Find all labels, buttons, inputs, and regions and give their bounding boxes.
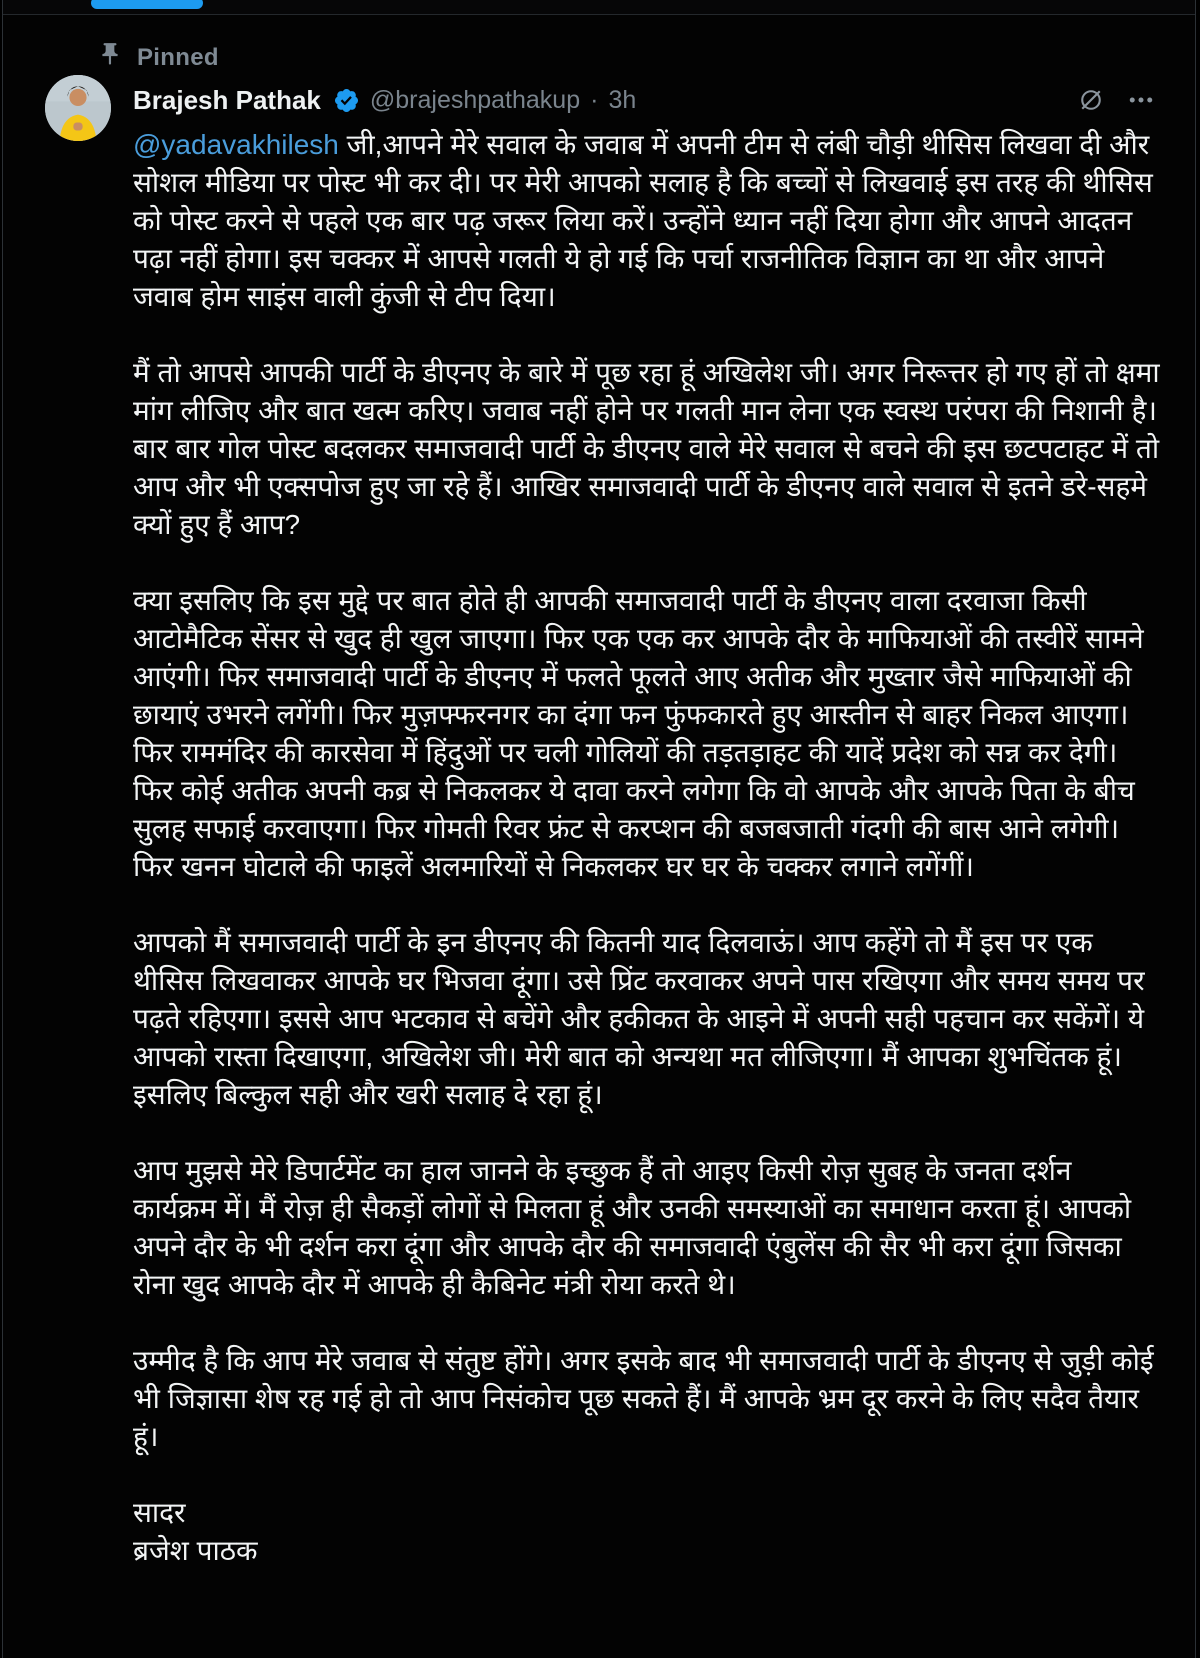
tweet-paragraph: उम्मीद है कि आप मेरे जवाब से संतुष्ट होंगे। अगर इसके बाद भी समाजवादी पार्टी के डीएनए से जुड़ी कोई भी जिज्ञासा शेष रह गई हो तो आप निसंकोच पूछ सकते हैं। मैं आपके भ्रम दूर करने के लिए सदैव तैयार हूं।	[133, 1345, 1154, 1452]
tweet-paragraph: आप मुझसे मेरे डिपार्टमेंट का हाल जानने के इच्छुक हैं तो आइए किसी रोज़ सुबह के जनता दर्शन कार्यक्रम में। मैं रोज़ ही सैकड़ों लोगों से मिलता हूं और उनकी समस्याओं का समाधान करता हूं। आपको अपने दौर के भी दर्शन करा दूंगा और आपके दौर की समाजवादी एंबुलेंस की सैर भी करा दूंगा जिसका रोना खुद आपके दौर में आपके ही कैबिनेट मंत्री रोया करते थे।	[133, 1155, 1132, 1300]
more-options-icon[interactable]	[1121, 80, 1161, 120]
tweet-paragraph: क्या इसलिए कि इस मुद्दे पर बात होते ही आपकी समाजवादी पार्टी के डीएनए वाला दरवाजा किसी आटोमैटिक सेंसर से खुद ही खुल जाएगा। फिर एक एक कर आपके दौर के माफियाओं की तस्वीरें सामने आएंगी। फिर समाजवादी पार्टी के डीएनए में फलते फूलते आए अतीक और मुख्तार जैसे माफियाओं की छायाएं उभरने लगेंगी। फिर मुज़फ्फरनगर का दंगा फन फुंफकारते हुए आस्तीन से बाहर निकल आएगा। फिर राममंदिर की कारसेवा में हिंदुओं पर चली गोलियों की तड़तड़ाहट की यादें प्रदेश को सन्न कर देगी। फिर कोई अतीक अपनी कब्र से निकलकर ये दावा करने लगेगा कि वो आपके और आपके पिता के बीच सुलह सफाई करवाएगा। फिर गोमती रिवर फ्रंट से करप्शन की बजबजाती गंदगी की बास आने लगेगी। फिर खनन घोटाले की फाइलें अलमारियों से निकलकर घर घर के चक्कर लगाने लगेंगीं।	[133, 585, 1144, 882]
top-divider	[3, 0, 1195, 15]
mention-link[interactable]: @yadavakhilesh	[133, 129, 339, 160]
user-handle[interactable]: @brajeshpathakup	[369, 85, 581, 114]
tweet-body	[133, 126, 1161, 1570]
tweet-header	[133, 80, 1161, 120]
signature-line: सादर	[133, 1497, 186, 1528]
verified-badge-icon	[333, 87, 360, 114]
display-name[interactable]: Brajesh Pathak	[133, 84, 321, 115]
pin-icon	[97, 41, 123, 74]
timestamp[interactable]: 3h	[608, 85, 637, 114]
tweet-paragraph	[133, 126, 1161, 316]
tweet-paragraph: मैं तो आपसे आपकी पार्टी के डीएनए के बारे में पूछ रहा हूं अखिलेश जी। अगर निरूत्तर हो गए हों तो क्षमा मांग लीजिए और बात खत्म करिए। जवाब नहीं होने पर गलती मान लेना एक स्वस्थ परंपरा की निशानी है। बार बार गोल पोस्ट बदलकर समाजवादी पार्टी के डीएनए वाले मेरे सवाल से बचने की इस छटपटाहट में तो आप और भी एक्सपोज हुए जा रहे हैं। आखिर समाजवादी पार्टी के डीएनए वाले सवाल से इतने डरे-सहमे क्यों हुए हैं आप?	[133, 357, 1160, 540]
avatar[interactable]	[45, 75, 111, 141]
active-tab-indicator	[91, 0, 203, 9]
tweet-text: जी,आपने मेरे सवाल के जवाब में अपनी टीम से लंबी चौड़ी थीसिस लिखवा दी और सोशल मीडिया पर पोस्ट भी कर दी। पर मेरी आपको सलाह है कि बच्चों से लिखवाई इस तरह की थीसिस को पोस्ट करने से पहले एक बार पढ़ जरूर लिया करें। उन्होंने ध्यान नहीं दिया होगा और आपने आदतन पढ़ा नहीं होगा। इस चक्कर में आपसे गलती ये हो गई कि पर्चा राजनीतिक विज्ञान का था और आपने जवाब होम साइंस वाली कुंजी से टीप दिया।	[133, 129, 1153, 312]
grok-analytics-icon[interactable]	[1071, 80, 1111, 120]
avatar-image	[45, 75, 111, 141]
timeline-column	[2, 0, 1196, 1658]
pinned-label: Pinned	[137, 43, 219, 71]
signature-line: ब्रजेश पाठक	[133, 1535, 258, 1566]
signature-block	[133, 1494, 1161, 1570]
separator-dot: ·	[590, 85, 599, 114]
pinned-tweet	[3, 15, 1195, 1570]
pinned-label-row	[97, 41, 1161, 74]
tweet-paragraph: आपको मैं समाजवादी पार्टी के इन डीएनए की कितनी याद दिलवाऊं। आप कहेंगे तो मैं इस पर एक थीसिस लिखवाकर आपके घर भिजवा दूंगा। उसे प्रिंट करवाकर अपने पास रखिएगा और समय समय पर पढ़ते रहिएगा। इससे आप भटकाव से बचेंगे और हकीकत के आइने में अपनी सही पहचान कर सकेंगें। ये आपको रास्ता दिखाएगा, अखिलेश जी। मेरी बात को अन्यथा मत लीजिएगा। मैं आपका शुभचिंतक हूं। इसलिए बिल्कुल सही और खरी सलाह दे रहा हूं।	[133, 927, 1145, 1110]
